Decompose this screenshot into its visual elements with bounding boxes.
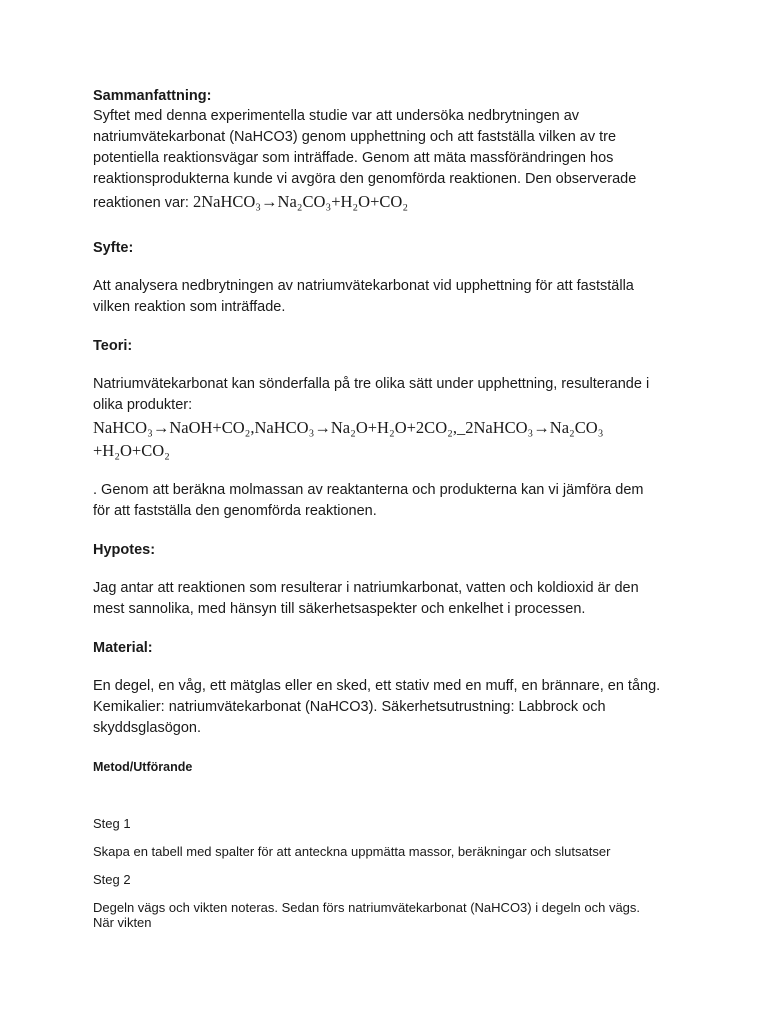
- step1-label: Steg 1: [93, 816, 131, 831]
- purpose-heading: Syfte:: [93, 240, 134, 256]
- hypothesis-text: Jag antar att reaktionen som resulterar i natriumkarbonat, vatten och koldioxid är den mest sannolika, med hänsyn till säkerhetsaspekter och enkelhet i processen.: [93, 580, 639, 617]
- material-heading: Material:: [93, 640, 153, 656]
- theory-text-2: . Genom att beräkna molmassan av reaktanterna och produkterna kan vi jämföra dem för att fastställa den genomförda reaktionen.: [93, 482, 644, 519]
- theory-equations: NaHCO₃→NaOH+CO₂,NaHCO₃→Na₂O+H₂O+2CO₂,_2NaHCO₃→Na₂CO₃ +H₂O+CO₂: [93, 418, 604, 460]
- summary-equation: 2NaHCO₃→Na₂CO₃+H₂O+CO₂: [192, 192, 409, 211]
- method-heading: Metod/Utförande: [93, 760, 193, 774]
- summary-body: Syftet med denna experimentella studie var att undersöka nedbrytningen av natriumvätekarbonat (NaHCO3) genom upphettning och att fastställa vilken av tre potentiella reaktionsvägar som inträffade. Genom att mäta massförändringen hos reaktionsprodukterna kunde vi avgöra den genomförda reaktionen. Den observerade reaktionen var:: [93, 108, 637, 211]
- material-text: En degel, en våg, ett mätglas eller en sked, ett stativ med en muff, en brännare, en tång. Kemikalier: natriumvätekarbonat (NaHCO3). Säkerhetsutrustning: Labbrock och skyddsglasögon.: [93, 678, 661, 736]
- purpose-text: Att analysera nedbrytningen av natriumvätekarbonat vid upphettning för att fastställa vilken reaktion som inträffade.: [93, 278, 634, 315]
- step2-label: Steg 2: [93, 872, 131, 887]
- document-page: [93, 86, 693, 930]
- theory-text: Natriumvätekarbonat kan sönderfalla på tre olika sätt under upphettning, resulterande i olika produkter:: [93, 376, 650, 413]
- step1-text: Skapa en tabell med spalter för att anteckna uppmätta massor, beräkningar och slutsatser: [93, 844, 611, 859]
- theory-heading: Teori:: [93, 338, 133, 354]
- summary-heading: Sammanfattning:: [93, 88, 212, 104]
- hypothesis-heading: Hypotes:: [93, 542, 156, 558]
- step2-text: Degeln vägs och vikten noteras. Sedan förs natriumvätekarbonat (NaHCO3) i degeln och vägs. När vikten: [93, 900, 641, 930]
- summary-text: [93, 106, 678, 214]
